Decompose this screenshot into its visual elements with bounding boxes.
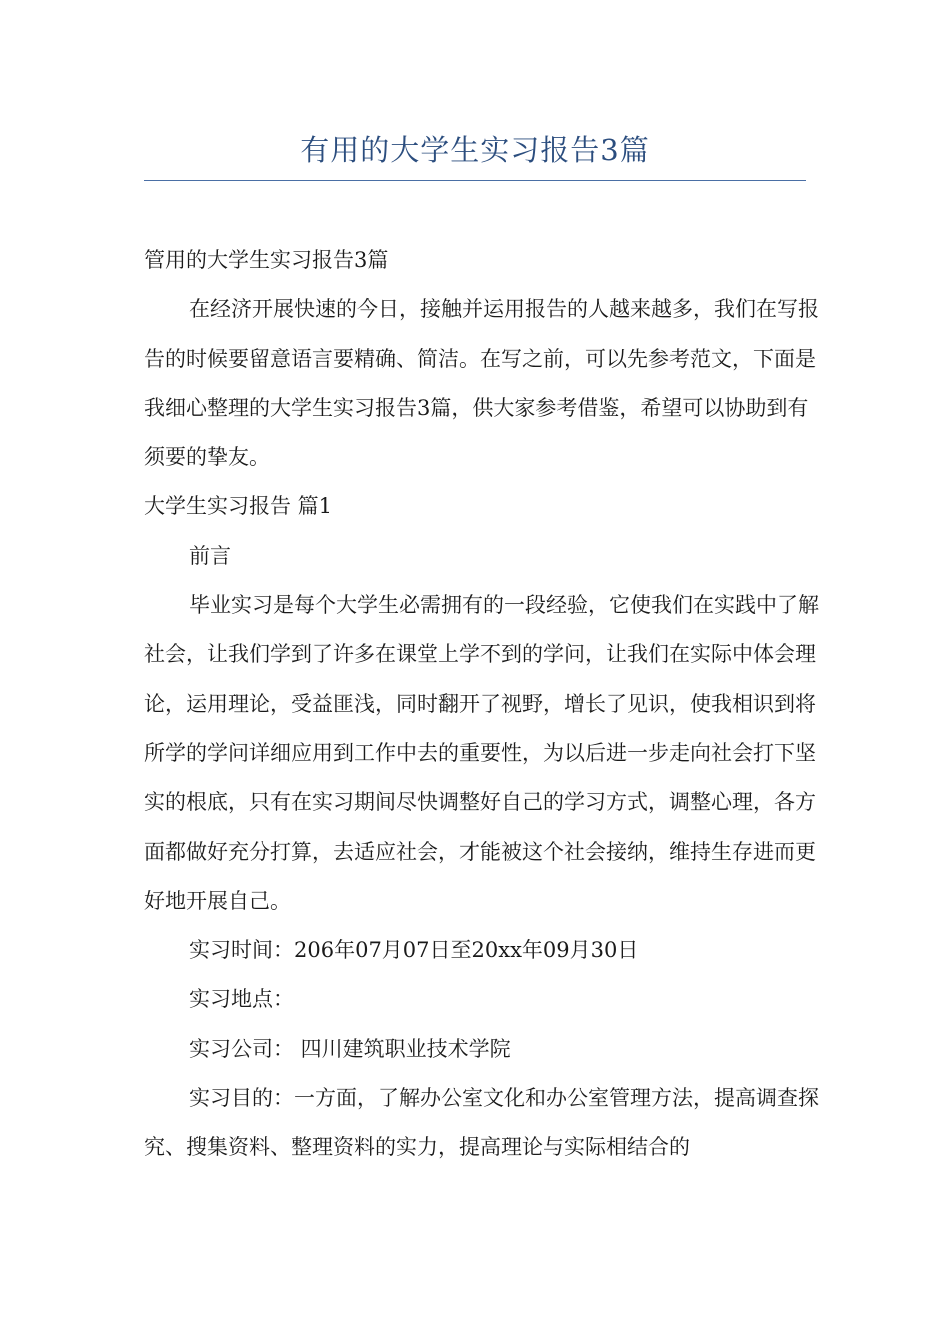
intro-paragraph: 在经济开展快速的今日，接触并运用报告的人越来越多，我们在写报告的时候要留意语言要精确、简洁。在写之前，可以先参考范文，下面是我细心整理的大学生实习报告3篇，供大家参考借鉴，希望可以协助到有须要的挚友。 (144, 297, 819, 470)
internship-purpose: 实习目的：一方面，了解办公室文化和办公室管理方法，提高调查探究、搜集资料、整理资料的实力，提高理论与实际相结合的 (144, 1086, 819, 1160)
preface-paragraph: 毕业实习是每个大学生必需拥有的一段经验，它使我们在实践中了解社会，让我们学到了许多在课堂上学不到的学问，让我们在实际中体会理论，运用理论，受益匪浅，同时翻开了视野，增长了见识，使我相识到将所学的学问详细应用到工作中去的重要性，为以后进一步走向社会打下坚实的根底，只有在实习期间尽快调整好自己的学习方式，调整心理，各方面都做好充分打算，去适应社会，才能被这个社会接纳，维持生存进而更好地开展自己。 (144, 593, 819, 913)
document-subtitle: 管用的大学生实习报告3篇 (144, 248, 389, 272)
title-divider (144, 180, 806, 181)
document-title: 有用的大学生实习报告3篇 (300, 133, 650, 167)
internship-time: 实习时间：206年07月07日至20xx年09月30日 (189, 938, 639, 963)
section-heading: 大学生实习报告 篇1 (144, 494, 333, 519)
document-body (144, 236, 824, 1173)
internship-place: 实习地点： (189, 987, 294, 1012)
internship-company: 实习公司： 四川建筑职业技术学院 (189, 1036, 511, 1061)
preface-heading: 前言 (189, 543, 231, 568)
